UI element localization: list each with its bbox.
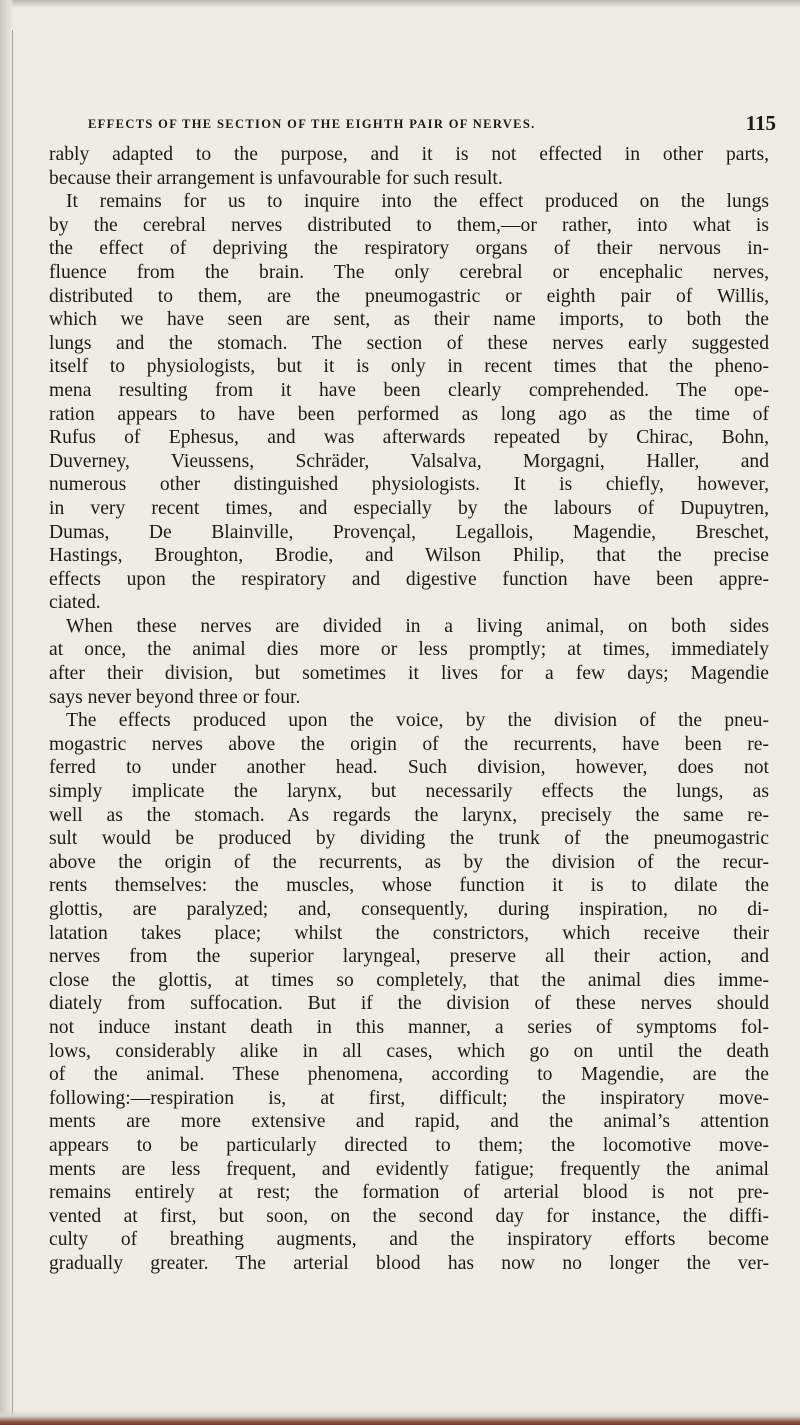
text-line: simply implicate the larynx, but necessarily effects the lungs, as — [49, 781, 769, 803]
text-line: latation takes place; whilst the constrictors, which receive their — [49, 922, 769, 944]
text-line: ments are more extensive and rapid, and the animal’s attention — [49, 1111, 769, 1133]
text-line: distributed to them, are the pneumogastric or eighth pair of Willis, — [49, 285, 769, 307]
text-line: lows, considerably alike in all cases, which go on until the death — [49, 1040, 769, 1062]
page-number: 115 — [745, 111, 776, 135]
text-line: at once, the animal dies more or less promptly; at times, immediately — [49, 639, 769, 661]
text-line: after their division, but sometimes it lives for a few days; Magendie — [49, 663, 769, 685]
text-line: of the animal. These phenomena, according to Magendie, are the — [49, 1064, 769, 1086]
text-line: in very recent times, and especially by the labours of Dupuytren, — [49, 497, 769, 519]
text-line: ments are less frequent, and evidently fatigue; frequently the animal — [49, 1158, 769, 1180]
text-line: by the cerebral nerves distributed to them,—or rather, into what is — [49, 214, 769, 236]
top-edge-shadow — [0, 0, 800, 8]
text-line: sult would be produced by dividing the trunk of the pneumogastric — [49, 828, 769, 850]
body-text — [49, 143, 769, 1276]
paragraph-first-line: It remains for us to inquire into the effect produced on the lungs — [66, 191, 769, 213]
paragraph-first-line: The effects produced upon the voice, by the division of the pneu- — [66, 710, 769, 732]
text-line: well as the stomach. As regards the larynx, precisely the same re- — [49, 804, 769, 826]
text-line: remains entirely at rest; the formation of arterial blood is not pre- — [49, 1182, 769, 1204]
text-line: culty of breathing augments, and the inspiratory efforts become — [49, 1229, 769, 1251]
text-line: Hastings, Broughton, Brodie, and Wilson Philip, that the precise — [49, 545, 769, 567]
text-line: itself to physiologists, but it is only in recent times that the pheno- — [49, 356, 769, 378]
text-line: the effect of depriving the respiratory organs of their nervous in- — [49, 238, 769, 260]
text-line: Rufus of Ephesus, and was afterwards repeated by Chirac, Bohn, — [49, 427, 769, 449]
text-line: gradually greater. The arterial blood has now no longer the ver- — [49, 1252, 769, 1274]
text-line: effects upon the respiratory and digestive function have been appre- — [49, 568, 769, 590]
spine-line — [12, 30, 13, 1420]
text-line: because their arrangement is unfavourable for such result. — [49, 167, 503, 189]
bottom-page-edge — [0, 1410, 800, 1425]
text-line: fluence from the brain. The only cerebral or encephalic nerves, — [49, 261, 769, 283]
running-header — [88, 111, 776, 137]
text-line: ferred to under another head. Such division, however, does not — [49, 757, 769, 779]
text-line: says never beyond three or four. — [49, 686, 301, 708]
text-line: not induce instant death in this manner, a series of symptoms fol- — [49, 1016, 769, 1038]
text-line: Duverney, Vieussens, Schräder, Valsalva, Morgagni, Haller, and — [49, 450, 769, 472]
text-line: Dumas, De Blainville, Provençal, Legallois, Magendie, Breschet, — [49, 521, 769, 543]
text-line: mena resulting from it have been clearly comprehended. The ope- — [49, 379, 769, 401]
text-line: vented at first, but soon, on the second day for instance, the diffi- — [49, 1205, 769, 1227]
text-line: ration appears to have been performed as long ago as the time of — [49, 403, 769, 425]
text-line: lungs and the stomach. The section of these nerves early suggested — [49, 332, 769, 354]
text-line: close the glottis, at times so completely, that the animal dies imme- — [49, 969, 769, 991]
text-line: glottis, are paralyzed; and, consequently, during inspiration, no di- — [49, 899, 769, 920]
text-line: ciated. — [49, 592, 101, 614]
running-title: EFFECTS OF THE SECTION OF THE EIGHTH PAIR OF NERVES. — [88, 117, 536, 131]
text-line: numerous other distinguished physiologists. It is chiefly, however, — [49, 474, 769, 496]
paragraph-first-line: When these nerves are divided in a living animal, on both sides — [66, 615, 769, 637]
text-line: rably adapted to the purpose, and it is not effected in other parts, — [49, 144, 769, 165]
text-line: following:—respiration is, at first, difficult; the inspiratory move- — [49, 1087, 769, 1109]
text-line: nerves from the superior laryngeal, preserve all their action, and — [49, 946, 769, 968]
text-line: above the origin of the recurrents, as by the division of the recur- — [49, 851, 769, 873]
text-line: appears to be particularly directed to them; the locomotive move- — [49, 1134, 769, 1156]
text-line: mogastric nerves above the origin of the recurrents, have been re- — [49, 733, 769, 755]
text-line: rents themselves: the muscles, whose function it is to dilate the — [49, 875, 769, 897]
text-line: diately from suffocation. But if the division of these nerves should — [49, 993, 769, 1015]
text-line: which we have seen are sent, as their name imports, to both the — [49, 309, 769, 331]
